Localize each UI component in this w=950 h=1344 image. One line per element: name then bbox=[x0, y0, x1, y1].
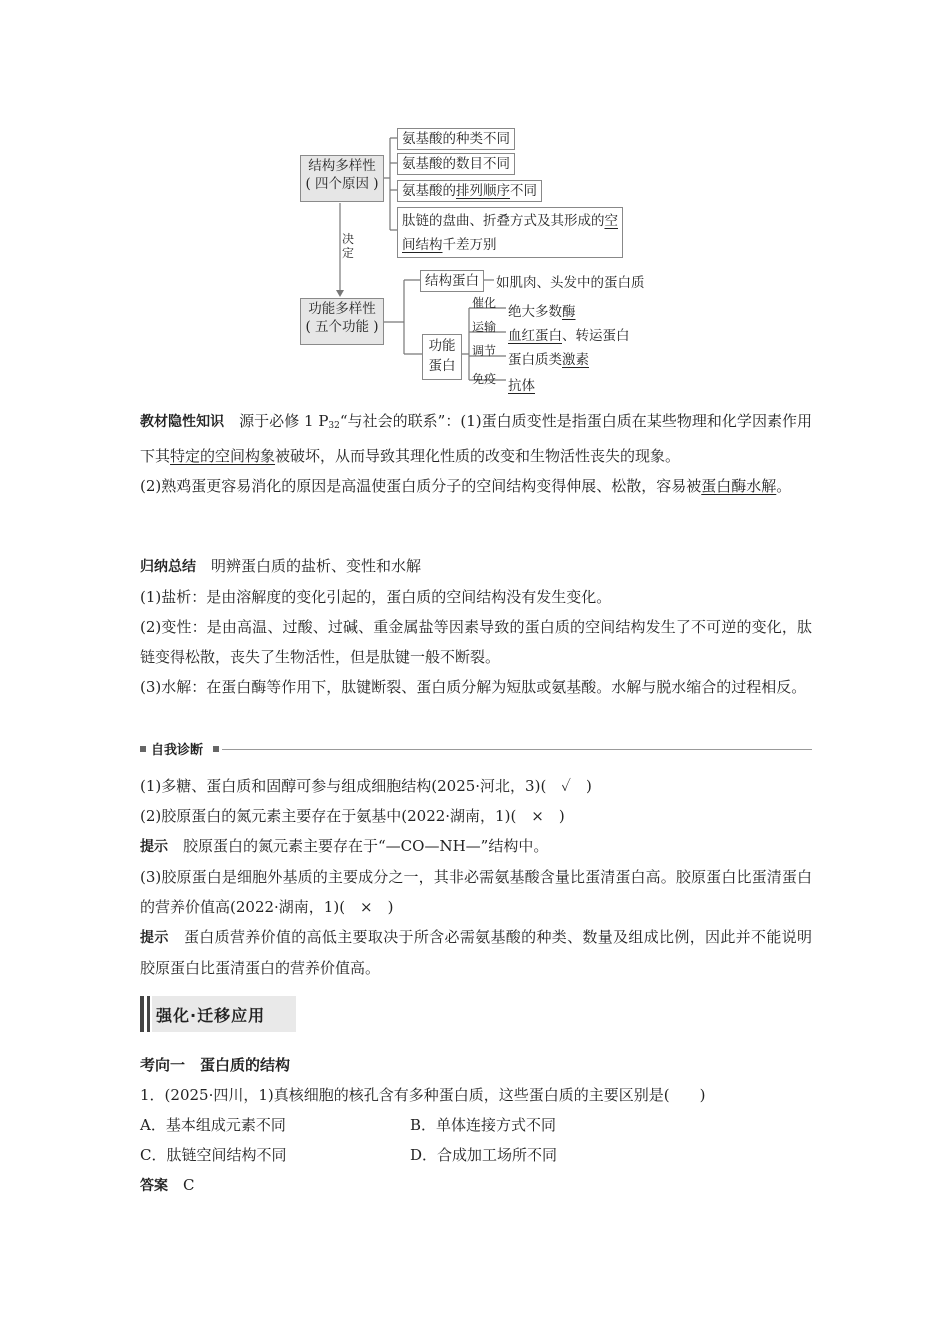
self-check-header: 自我诊断 bbox=[151, 743, 204, 758]
self-check-hint2: 提示 蛋白质营养价值的高低主要取决于所含必需氨基酸的种类、数量及组成比例，因此并不能说明胶原蛋白比蛋清蛋白的营养价值高。 bbox=[140, 928, 812, 977]
reason-amino-acid-types: 氨基酸的种类不同 bbox=[397, 128, 515, 150]
function-name: 催化 bbox=[472, 296, 497, 310]
function-desc: 蛋白质类激素 bbox=[508, 352, 589, 368]
summary bbox=[140, 551, 812, 702]
function-diversity-box: 功能多样性 ( 五个功能 ) bbox=[300, 298, 384, 345]
option-b: B．单体连接方式不同 bbox=[410, 1116, 557, 1134]
summary-item: (1)盐析：是由溶解度的变化引起的，蛋白质的空间结构没有发生变化。 bbox=[140, 588, 612, 606]
exam-direction: 考向一 蛋白质的结构 bbox=[140, 1056, 291, 1074]
function-desc: 抗体 bbox=[508, 378, 535, 394]
section-title: 强化·迁移应用 bbox=[156, 1006, 266, 1025]
square-bullet-icon bbox=[140, 746, 146, 752]
option-c: C．肽链空间结构不同 bbox=[140, 1146, 287, 1164]
exam-block bbox=[140, 1050, 812, 1201]
structure-diversity-box: 结构多样性 ( 四个原因 ) bbox=[300, 155, 384, 202]
structural-protein-box: 结构蛋白 bbox=[420, 270, 484, 292]
self-check-q3: (3)胶原蛋白是细胞外基质的主要成分之一，其非必需氨基酸含量比蛋清蛋白高。胶原蛋白比蛋清蛋白的营养价值高(2022·湖南，1)( × ) bbox=[140, 868, 812, 916]
self-check-q1: (1)多糖、蛋白质和固醇可参与组成细胞结构(2025·河北，3)( ✓ ) bbox=[140, 777, 592, 795]
divider-line bbox=[222, 749, 812, 750]
section-title-banner bbox=[140, 996, 296, 1032]
self-check-divider bbox=[140, 742, 812, 758]
decide-label: 决定 bbox=[342, 232, 355, 260]
reason-spatial-structure: 肽链的盘曲、折叠方式及其形成的空 间结构千差万别 bbox=[397, 207, 623, 258]
function-name: 调节 bbox=[472, 344, 497, 358]
function-desc: 绝大多数酶 bbox=[508, 304, 576, 320]
summary-item: (3)水解：在蛋白酶等作用下，肽键断裂、蛋白质分解为短肽或氨基酸。水解与脱水缩合的过程相反。 bbox=[140, 678, 807, 696]
hidden-knowledge-p2: (2)熟鸡蛋更容易消化的原因是高温使蛋白质分子的空间结构变得伸展、松散，容易被蛋白酶水解。 bbox=[140, 477, 792, 495]
hidden-knowledge bbox=[140, 406, 812, 501]
self-check-hint1: 提示 胶原蛋白的氮元素主要存在于“—CO—NH—”结构中。 bbox=[140, 837, 549, 855]
self-check-q2: (2)胶原蛋白的氮元素主要存在于氨基中(2022·湖南，1)( × ) bbox=[140, 807, 565, 825]
function-name: 免疫 bbox=[472, 372, 497, 386]
option-a: A．基本组成元素不同 bbox=[140, 1116, 286, 1134]
summary-heading: 归纳总结 明辨蛋白质的盐析、变性和水解 bbox=[140, 557, 422, 575]
exam-question: 1．(2025·四川，1)真核细胞的核孔含有多种蛋白质，这些蛋白质的主要区别是( ) bbox=[140, 1086, 706, 1104]
summary-item: (2)变性：是由高温、过酸、过碱、重金属盐等因素导致的蛋白质的空间结构发生了不可逆的变化，肽链变得松散，丧失了生物活性，但是肽键一般不断裂。 bbox=[140, 618, 812, 666]
exam-options-row bbox=[140, 1110, 812, 1140]
title-bar-icon bbox=[140, 996, 144, 1032]
hidden-knowledge-p1: 教材隐性知识 源于必修 1 $P_{32}“$与社会的联系”：(1)蛋白质变性是指蛋白质在某些物理和化学因素作用下其特定的空间构象被破坏，从而导致其理化性质的改变和生物活性丧失的现象。 bbox=[140, 412, 812, 465]
function-name: 运输 bbox=[472, 320, 497, 334]
exam-answer: 答案 C bbox=[140, 1176, 195, 1194]
reason-amino-acid-order: 氨基酸的排列顺序不同 bbox=[397, 180, 542, 202]
self-check bbox=[140, 771, 812, 983]
exam-options-row bbox=[140, 1140, 812, 1170]
functional-protein-box: 功能 蛋白 bbox=[422, 334, 462, 380]
option-d: D．合成加工场所不同 bbox=[410, 1146, 558, 1164]
arrow-down-icon bbox=[336, 290, 344, 297]
reason-amino-acid-number: 氨基酸的数目不同 bbox=[397, 153, 515, 175]
structural-protein-desc: 如肌肉、头发中的蛋白质 bbox=[496, 275, 645, 291]
square-bullet-icon bbox=[213, 746, 219, 752]
function-desc: 血红蛋白、转运蛋白 bbox=[508, 328, 630, 344]
title-bar-icon bbox=[147, 996, 150, 1032]
